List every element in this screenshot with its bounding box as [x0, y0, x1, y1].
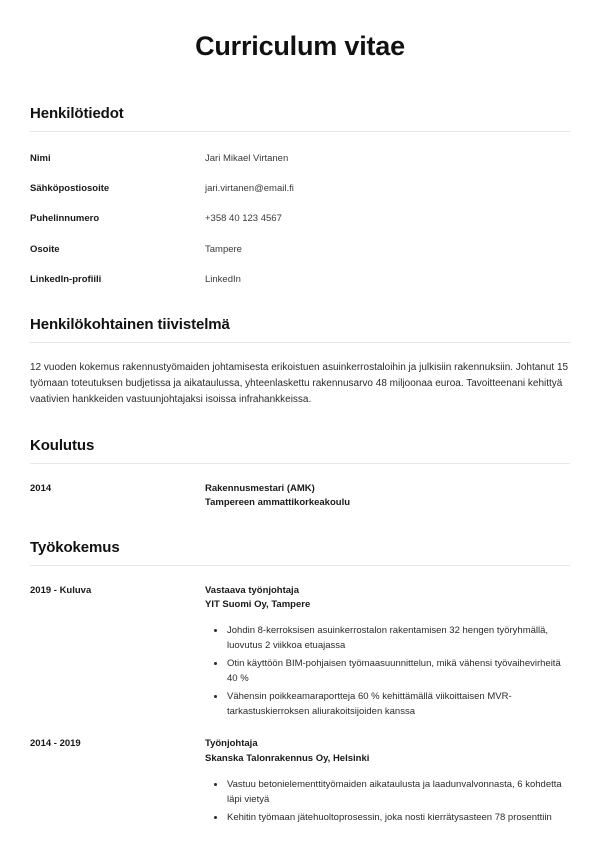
work-entry-body [205, 584, 570, 720]
education-entry-body [205, 482, 570, 511]
detail-value-address: Tampere [205, 243, 242, 255]
work-entry [30, 737, 570, 825]
list-item: Johdin 8-kerroksisen asuinkerrostalon rakentamisen 32 hengen työryhmällä, luovutus 2 viikkoa etuajassa [205, 623, 570, 653]
detail-row [30, 152, 570, 165]
work-entry-employer: Skanska Talonrakennus Oy, Helsinki [205, 752, 370, 764]
list-item: Vähensin poikkeamaraportteja 60 % kehittämällä viikoittaisen MVR-tarkastuskierroksen aliurakoitsijoiden kanssa [205, 689, 570, 719]
work-entry-achievement-list [205, 623, 570, 719]
personal-summary-text: 12 vuoden kokemus rakennustyömaiden johtamisesta erikoistuen asuinkerrostaloihin ja julkisiin rakennuksiin. Johtanut 15 työmaan toteutuksen budjetissa ja aikataulussa, yhteenlaskettu rakennusarvo 48 miljoonaa euroa. Tavoitteenani kehittyä vaativien hankkeiden vastuunjohtajaksi isoissa infrahankkeissa. [30, 361, 569, 406]
detail-row [30, 273, 570, 286]
education-entry [30, 482, 570, 511]
list-item: Kehitin työmaan jätehuoltoprosessin, joka nosti kierrätysasteen 78 prosenttiin [205, 810, 570, 825]
page-title: Curriculum vitae [195, 31, 405, 61]
work-entry [30, 584, 570, 720]
list-item: Vastuu betonielementtityömaiden aikataulusta ja laadunvalvonnasta, 6 kohdetta läpi vietyä [205, 777, 570, 807]
section-heading-personal-details: Henkilötiedot [30, 105, 124, 123]
detail-label-address: Osoite [30, 243, 60, 255]
detail-row [30, 212, 570, 225]
section-divider-work-experience [30, 565, 570, 566]
section-heading-work-experience: Työkokemus [30, 539, 120, 557]
education-entry-degree: Rakennusmestari (AMK) [205, 482, 315, 494]
education-entry-period: 2014 [30, 482, 52, 494]
work-entry-job-title: Työnjohtaja [205, 738, 258, 750]
detail-value-phone: +358 40 123 4567 [205, 213, 282, 225]
personal-details-list [30, 152, 570, 286]
detail-label-linkedin: LinkedIn-profiili [30, 274, 102, 286]
detail-row [30, 243, 570, 256]
detail-value-email[interactable]: jari.virtanen@email.fi [205, 183, 294, 195]
detail-value-linkedin[interactable]: LinkedIn [205, 274, 241, 286]
work-entry-period: 2019 - Kuluva [30, 584, 92, 596]
education-entry-institution: Tampereen ammattikorkeakoulu [205, 497, 351, 509]
work-entry-employer: YIT Suomi Oy, Tampere [205, 599, 311, 611]
detail-row [30, 182, 570, 195]
section-personal-summary [30, 315, 570, 408]
section-divider-personal-details [30, 131, 570, 132]
section-work-experience [30, 538, 570, 825]
section-education [30, 436, 570, 510]
list-item: Otin käyttöön BIM-pohjaisen työmaasuunnittelun, mikä vähensi työvaihevirheitä 40 % [205, 656, 570, 686]
work-entry-achievement-list [205, 777, 570, 825]
detail-label-phone: Puhelinnumero [30, 213, 100, 225]
work-entry-body [205, 737, 570, 825]
section-heading-education: Koulutus [30, 437, 95, 455]
detail-label-email: Sähköpostiosoite [30, 183, 110, 195]
work-entry-period: 2014 - 2019 [30, 738, 81, 750]
work-entry-job-title: Vastaava työnjohtaja [205, 584, 299, 596]
detail-label-name: Nimi [30, 152, 51, 164]
section-divider-education [30, 463, 570, 464]
section-personal-details [30, 104, 570, 286]
section-divider-personal-summary [30, 342, 570, 343]
detail-value-name: Jari Mikael Virtanen [205, 152, 289, 164]
section-heading-personal-summary: Henkilökohtainen tiivistelmä [30, 316, 230, 334]
